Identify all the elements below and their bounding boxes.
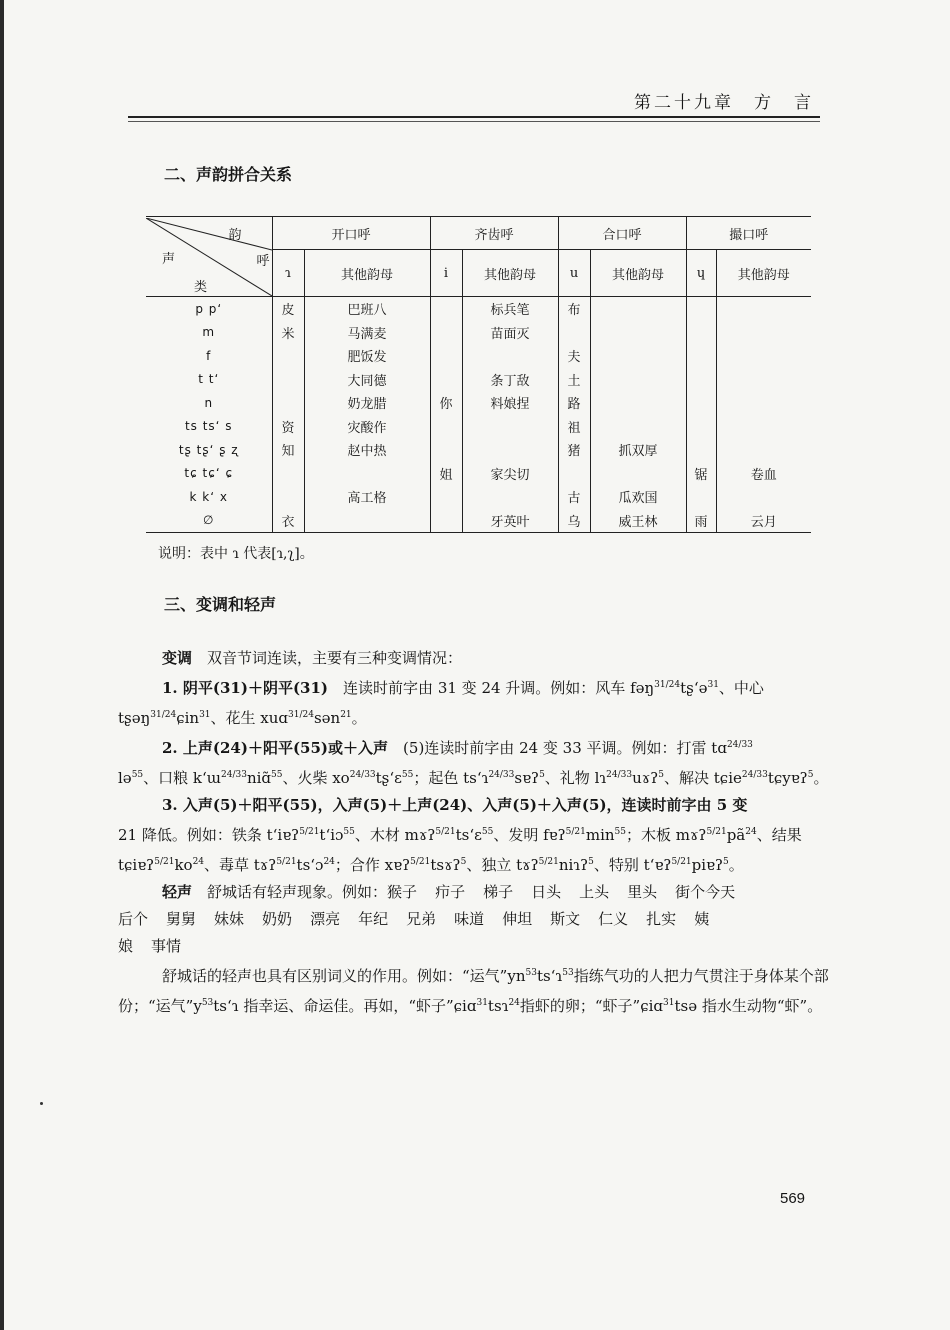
light-tone-word: 疖子: [435, 883, 466, 901]
table-row: [146, 391, 811, 415]
group-header-cuokou: 撮口呼: [686, 217, 811, 250]
table-cell: 土: [558, 368, 590, 392]
text: ts‘ɿ 指幸运、命运佳。再如，“虾子”ɕiɑ: [213, 997, 477, 1015]
ipa: lə: [118, 769, 132, 787]
light-tone-word: 妹妹: [214, 910, 245, 928]
table-cell: [590, 321, 686, 345]
table-cell: [686, 391, 716, 415]
ipa: ko: [174, 856, 193, 874]
ipa: ɕin: [176, 709, 200, 727]
page-number: 569: [780, 1190, 806, 1207]
ipa: niɿʔ: [558, 856, 589, 874]
table-cell: 马满麦: [304, 321, 430, 345]
tone-mark: 24/33: [349, 770, 376, 780]
diag-label-yun: 韵: [228, 227, 242, 243]
tone-mark: 31/24: [150, 710, 177, 720]
table-cell: [430, 415, 462, 439]
table-cell: [304, 462, 430, 486]
tone-mark: 31/24: [288, 710, 314, 720]
subheader-other: 其他韵母: [590, 250, 686, 297]
tone-mark: 24/33: [488, 770, 515, 780]
initial-cell: tɕ tɕ‘ ɕ: [146, 462, 272, 486]
subheader-other: 其他韵母: [462, 250, 558, 297]
table-cell: 资: [272, 415, 304, 439]
ipa: ts‘ɔ: [296, 856, 324, 874]
light-tone-word: 斯文: [550, 910, 581, 928]
table-cell: [590, 391, 686, 415]
initial-cell: tʂ tʂ‘ ʂ ʐ: [146, 438, 272, 462]
group-header-qichi: 齐齿呼: [430, 217, 558, 250]
table-cell: 你: [430, 391, 462, 415]
table-cell: 米: [272, 321, 304, 345]
initial-cell: p p‘: [146, 297, 272, 321]
ipa: t‘iɔ: [319, 826, 344, 844]
light-tone-word: 上头: [579, 883, 610, 901]
table-row: [146, 462, 811, 486]
light-tone-word: 姨: [694, 910, 710, 928]
tone-mark: 5: [658, 770, 664, 780]
tone-mark: 5/21: [435, 827, 456, 837]
tone-mark: 24/33: [726, 740, 753, 750]
table-cell: 灾酸作: [304, 415, 430, 439]
table-cell: [716, 368, 811, 392]
tone-mark: 53: [201, 998, 214, 1008]
ipa: tɕiɐʔ: [118, 856, 155, 874]
text: 、发明 fɐʔ: [493, 826, 566, 844]
table-cell: 标兵笔: [462, 297, 558, 321]
table-cell: [462, 344, 558, 368]
light-tone-word: 后个: [118, 910, 149, 928]
tone-mark: 5/21: [410, 857, 431, 867]
text: ；起色 ts‘ɿ: [413, 769, 489, 787]
light-tone-word: 街个今天: [675, 883, 736, 901]
tone-mark: 5/21: [154, 857, 175, 867]
table-cell: 布: [558, 297, 590, 321]
table-cell: [716, 321, 811, 345]
initial-cell: n: [146, 391, 272, 415]
table-cell: 云月: [716, 509, 811, 533]
tone-mark: 24/33: [606, 770, 633, 780]
tone-mark: 5: [723, 857, 729, 867]
table-cell: [686, 485, 716, 509]
ipa: tɕyɐʔ: [767, 769, 808, 787]
section-heading-3: 三、变调和轻声: [164, 595, 277, 614]
table-cell: [430, 344, 462, 368]
tone-mark: 5: [460, 857, 467, 867]
ipa: sɐʔ: [514, 769, 540, 787]
table-cell: 奶龙腊: [304, 391, 430, 415]
table-cell: [272, 391, 304, 415]
table-cell: 姐: [430, 462, 462, 486]
ipa: niɑ̃: [246, 769, 271, 787]
tone-mark: 5: [807, 770, 814, 780]
tone-mark: 24: [508, 998, 520, 1008]
text: 、毒草 tɤʔ: [204, 856, 277, 874]
table-cell: 条丁敌: [462, 368, 558, 392]
subheader-u: u: [558, 250, 590, 297]
rule-2-cont: [118, 762, 830, 792]
text: ；木板 mɤʔ: [625, 826, 707, 844]
table-cell: 苗面灭: [462, 321, 558, 345]
light-tone-word: 伸坦: [502, 910, 533, 928]
qingsheng-word-list-1: [387, 883, 753, 901]
light-tone-word: 里头: [627, 883, 658, 901]
table-cell: 卷血: [750, 467, 777, 483]
ipa: ts‘ɿ: [536, 967, 563, 985]
text: 、火柴 xo: [282, 769, 350, 787]
table-cell: [304, 509, 430, 533]
tone-mark: 31: [663, 998, 675, 1008]
stray-mark: [40, 1102, 43, 1105]
rule-2-body: (5)连读时前字由 24 变 33 平调。例如：打雷 tɑ: [403, 739, 727, 757]
table-cell: [716, 297, 811, 321]
table-cell: [430, 321, 462, 345]
ipa: tʂ‘ə: [680, 679, 708, 697]
tone-mark: 53: [525, 968, 537, 978]
table-row: [146, 368, 811, 392]
subheader-apical: ɿ: [272, 250, 304, 297]
table-cell: [590, 415, 686, 439]
tone-mark: 5: [539, 770, 545, 780]
text: 指练气功的人把力气贯注于身体某个部份；“运气”y: [118, 967, 829, 1015]
table-cell: 抓双厚: [590, 438, 686, 462]
ipa: tʂəŋ: [118, 709, 151, 727]
table-row: [146, 509, 811, 533]
table-cell: [430, 509, 462, 533]
text: 、花生 xuɑ: [210, 709, 289, 727]
light-tone-word: 事情: [151, 937, 182, 955]
section-heading-2: 二、声韵拼合关系: [164, 165, 293, 184]
ipa: piɐʔ: [691, 856, 724, 874]
light-tone-word: 兄弟: [406, 910, 437, 928]
table-cell: [558, 462, 590, 486]
table-cell: 夫: [558, 344, 590, 368]
group-header-kaikou: 开口呼: [272, 217, 430, 250]
text: 指虾的卵；“虾子”ɕiɑ: [519, 997, 664, 1015]
initial-cell: m: [146, 321, 272, 345]
table-cell: [686, 321, 716, 345]
text: 舒城话的轻声也具有区别词义的作用。例如：“运气”yn: [162, 967, 526, 985]
table-cell: [716, 344, 811, 368]
subheader-other: 其他韵母: [304, 250, 430, 297]
table-cell: 衣: [272, 509, 304, 533]
tone-mark: 24/33: [221, 770, 247, 780]
ipa: tʂ‘ɛ: [375, 769, 402, 787]
ipa: tsɿ: [487, 997, 509, 1015]
text: 、结果: [756, 826, 802, 844]
rule-1: [118, 672, 830, 702]
initial-cell: ∅: [146, 509, 272, 533]
table-row: [146, 485, 811, 509]
table-row: [146, 438, 811, 462]
rule-3-head: 3. 入声(5)＋阳平(55)，入声(5)＋上声(24)、入声(5)＋入声(5)，连读时前字由 5 变: [162, 796, 748, 814]
subheader-i: i: [430, 250, 462, 297]
table-cell: 乌: [558, 509, 590, 533]
table-cell: 锯: [686, 462, 716, 486]
tone-mark: 5/21: [706, 827, 727, 837]
table-row: [146, 344, 811, 368]
table-cell: 大同德: [304, 368, 430, 392]
table-cell: [686, 438, 716, 462]
table-cell: [590, 462, 686, 486]
tone-mark: 5: [588, 857, 594, 867]
tone-mark: 5/21: [565, 827, 586, 837]
table-cell: 肥饭发: [304, 344, 430, 368]
ipa: ts‘ɛ: [455, 826, 482, 844]
table-cell: [462, 438, 558, 462]
table-cell: 雨: [686, 509, 716, 533]
light-tone-word: 漂亮: [310, 910, 341, 928]
table-corner-header: [146, 217, 272, 297]
rule-3: [118, 792, 830, 819]
table-cell: [430, 438, 462, 462]
tone-mark: 5/21: [671, 857, 692, 867]
table-cell: [430, 485, 462, 509]
text: 、木材 mɤʔ: [354, 826, 436, 844]
table-note: 说明：表中 ɿ 代表[ɿ,ʅ]。: [158, 546, 314, 562]
qingsheng-word-list-3: [118, 937, 199, 955]
table-cell: 皮: [272, 297, 304, 321]
rule-3-cont1: [118, 819, 830, 849]
ipa: tsɤʔ: [430, 856, 461, 874]
ipa: sən: [313, 709, 341, 727]
table-cell: 祖: [558, 415, 590, 439]
subheader-other: 其他韵母: [716, 250, 811, 297]
table-cell: [686, 297, 716, 321]
table-cell: 路: [558, 391, 590, 415]
biandiao-label: 变调: [162, 649, 193, 667]
tone-mark: 31/24: [654, 680, 681, 690]
table-cell: [686, 415, 716, 439]
text: 。: [351, 709, 367, 727]
text: 。: [813, 769, 829, 787]
ipa: min: [585, 826, 615, 844]
tone-mark: 24: [745, 827, 757, 837]
light-tone-word: 味道: [454, 910, 485, 928]
qingsheng-intro: [118, 879, 830, 906]
table-cell: 古: [558, 485, 590, 509]
ipa: pã: [726, 826, 746, 844]
text: 21 降低。例如：铁条 t‘iɐʔ: [118, 826, 300, 844]
text: 。: [728, 856, 744, 874]
table-cell: [716, 438, 811, 462]
table-row: [146, 297, 811, 321]
text: 、特别 t‘ɐʔ: [593, 856, 672, 874]
table-cell: 瓜欢国: [590, 485, 686, 509]
table-cell: 高工格: [304, 485, 430, 509]
table-cell: [430, 368, 462, 392]
initial-cell: k k‘ x: [146, 485, 272, 509]
tone-mark: 5/21: [538, 857, 559, 867]
table-cell: [430, 297, 462, 321]
table-cell: 牙英叶: [462, 509, 558, 533]
text: tsə 指水生动物“虾”。: [674, 997, 823, 1015]
table-cell: [272, 344, 304, 368]
table-cell: [686, 344, 716, 368]
group-header-hekou: 合口呼: [558, 217, 686, 250]
tone-mark: 55: [481, 827, 494, 837]
biandiao-intro: 双音节词连读，主要有三种变调情况：: [207, 649, 463, 667]
qingsheng-label: 轻声: [162, 883, 193, 901]
tone-mark: 31: [707, 680, 719, 690]
table-cell: 巴班八: [304, 297, 430, 321]
light-tone-word: 梯子: [483, 883, 514, 901]
subheader-y: ɥ: [686, 250, 716, 297]
text: 、中心: [718, 679, 764, 697]
tone-mark: 5/21: [299, 827, 320, 837]
rule-2-head: 2. 上声(24)＋阳平(55)或＋入声: [162, 739, 389, 757]
qingsheng-intro-text: 舒城话有轻声现象。例如：: [207, 883, 388, 901]
light-tone-word: 娘: [118, 937, 134, 955]
light-tone-word: 日头: [531, 883, 562, 901]
tone-mark: 31: [476, 998, 488, 1008]
tone-mark: 55: [131, 770, 144, 780]
tone-mark: 55: [271, 770, 283, 780]
table-cell: 威王林: [590, 509, 686, 533]
light-tone-word: 扎实: [646, 910, 677, 928]
table-cell: [590, 297, 686, 321]
light-tone-word: 年纪: [358, 910, 389, 928]
text: 、口粮 k‘ɯ: [143, 769, 221, 787]
biandiao-paragraph: [118, 645, 830, 1020]
qingsheng-words-3: [118, 933, 830, 960]
running-header: 第二十九章 方 言: [634, 93, 814, 113]
table-cell: 赵中热: [304, 438, 430, 462]
rule-1-cont: [118, 702, 830, 732]
initial-cell: ts ts‘ s: [146, 415, 272, 439]
initial-cell: f: [146, 344, 272, 368]
ipa: uɤʔ: [632, 769, 659, 787]
tone-mark: 21: [340, 710, 352, 720]
table-cell: [590, 368, 686, 392]
rule-1-head: 1. 阴平(31)＋阴平(31): [162, 679, 329, 697]
table-cell: [272, 368, 304, 392]
light-tone-word: 猴子: [387, 883, 418, 901]
table-cell: 知: [272, 438, 304, 462]
tone-mark: 24: [323, 857, 335, 867]
diag-label-lei: 类: [194, 279, 208, 295]
text: ；合作 xɐʔ: [334, 856, 411, 874]
table-cell: [716, 391, 811, 415]
table-cell: 料娘捏: [462, 391, 558, 415]
light-tone-word: 舅舅: [166, 910, 197, 928]
diag-label-hu: 呼: [256, 253, 270, 269]
table-cell: [686, 368, 716, 392]
rule-3-cont2: [118, 849, 830, 879]
text: 、礼物 lɿ: [544, 769, 607, 787]
table-cell: [716, 485, 811, 509]
table-cell: [716, 415, 811, 439]
tone-mark: 5/21: [276, 857, 297, 867]
light-tone-word: 奶奶: [262, 910, 293, 928]
light-tone-word: 仁义: [598, 910, 629, 928]
table-cell: [590, 344, 686, 368]
rule-2: [118, 732, 830, 762]
qingsheng-word-list-2: [118, 910, 727, 928]
table-cell: [272, 462, 304, 486]
tone-mark: 31: [199, 710, 211, 720]
table-cell: [462, 485, 558, 509]
table-cell: [462, 415, 558, 439]
table-row: [146, 415, 811, 439]
tone-mark: 24/33: [741, 770, 768, 780]
tone-mark: 55: [343, 827, 355, 837]
qingsheng-meaning-paragraph: [118, 960, 830, 1020]
header-rule: [128, 116, 820, 118]
table-cell: [272, 485, 304, 509]
text: 、独立 tɤʔ: [466, 856, 539, 874]
syllable-combination-table: [146, 216, 811, 533]
qingsheng-words-2: [118, 906, 830, 933]
header-rule-thin: [128, 121, 820, 122]
diag-label-sheng: 声: [162, 251, 176, 267]
table-cell: 猪: [558, 438, 590, 462]
tone-mark: 55: [614, 827, 626, 837]
tone-mark: 53: [562, 968, 574, 978]
text: 、解决 tɕie: [664, 769, 742, 787]
table-cell: [558, 321, 590, 345]
rule-1-body: 连读时前字由 31 变 24 升调。例如：风车 fəŋ: [343, 679, 655, 697]
tone-mark: 55: [401, 770, 414, 780]
table-row: [146, 321, 811, 345]
table-cell: 家尖切: [462, 462, 558, 486]
tone-mark: 24: [192, 857, 205, 867]
page-edge: [0, 0, 4, 1330]
initial-cell: t t‘: [146, 368, 272, 392]
